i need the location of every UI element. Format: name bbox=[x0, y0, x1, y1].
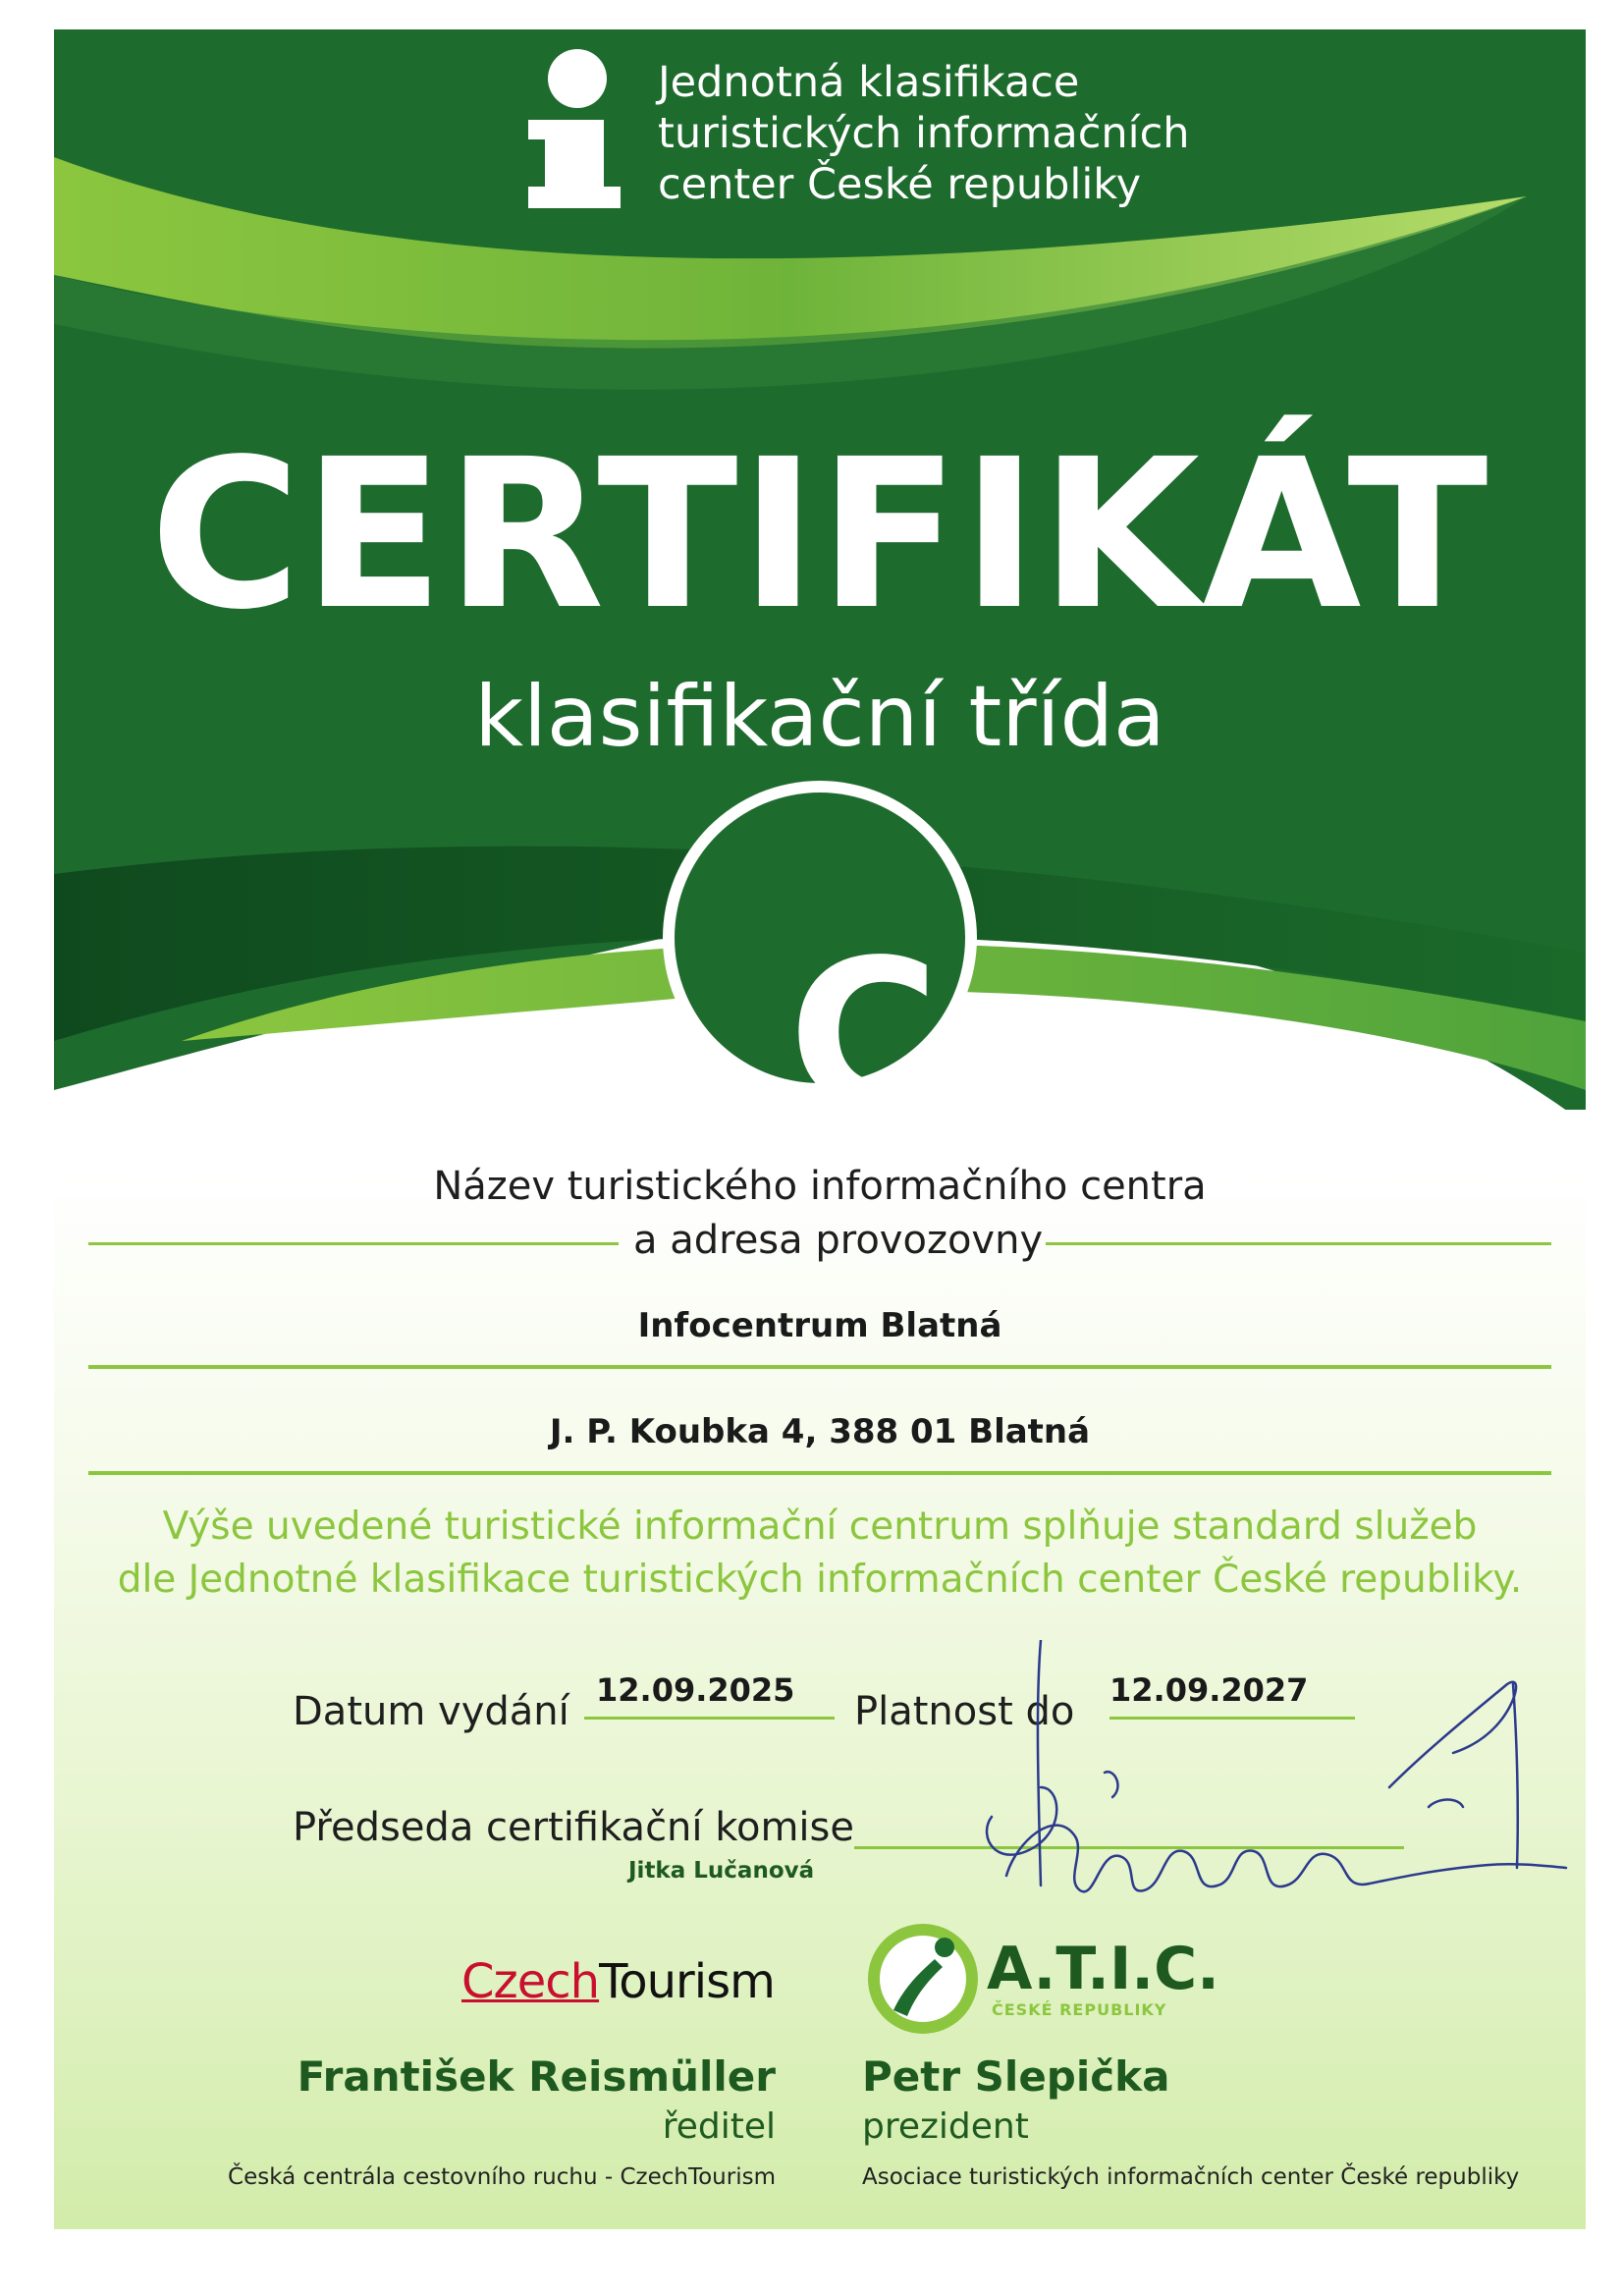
validity-value: 12.09.2027 bbox=[1109, 1671, 1309, 1709]
divider bbox=[88, 1242, 619, 1245]
program-name-line: Jednotná klasifikace bbox=[658, 58, 1080, 107]
czechtourism-logo bbox=[461, 1954, 775, 2009]
czechtourism-logo-part1: Czech bbox=[461, 1954, 600, 2009]
statement bbox=[54, 1501, 1586, 1607]
signatory-left bbox=[228, 2052, 776, 2190]
signatory-organization: Asociace turistických informačních center České republiky bbox=[862, 2164, 1520, 2190]
center-address: J. P. Koubka 4, 388 01 Blatná bbox=[549, 1412, 1091, 1451]
committee-member-name: Jitka Lučanová bbox=[628, 1858, 815, 1884]
atic-logo-subtitle: ČESKÉ REPUBLIKY bbox=[992, 2000, 1167, 2019]
atic-logo-title: A.T.I.C. bbox=[987, 1935, 1219, 2003]
certificate-title: CERTIFIKÁT bbox=[149, 414, 1490, 655]
czechtourism-logo-part2: Tourism bbox=[599, 1954, 775, 2009]
atic-logo-icon bbox=[864, 1920, 982, 2038]
issue-date-label: Datum vydání bbox=[293, 1689, 569, 1734]
statement-line: dle Jednotné klasifikace turistických informačních center České republiky. bbox=[117, 1558, 1523, 1602]
validity-label: Platnost do bbox=[854, 1689, 1075, 1734]
center-label-line2: a adresa provozovny bbox=[633, 1218, 1044, 1263]
class-letter: C bbox=[787, 915, 941, 1156]
divider bbox=[1046, 1242, 1551, 1245]
program-name bbox=[658, 57, 1190, 210]
center-label-line1: Název turistického informačního centra bbox=[433, 1164, 1207, 1209]
signatory-name: Petr Slepička bbox=[862, 2052, 1170, 2101]
issue-date-line bbox=[584, 1717, 835, 1720]
certificate-subtitle: klasifikační třída bbox=[474, 668, 1165, 766]
handwritten-signature bbox=[967, 1640, 1576, 1925]
signatory-right bbox=[862, 2052, 1519, 2190]
signatory-role: prezident bbox=[862, 2106, 1029, 2147]
issue-date-value: 12.09.2025 bbox=[596, 1671, 795, 1709]
program-name-line: turistických informačních bbox=[658, 109, 1190, 158]
divider bbox=[88, 1365, 1551, 1369]
signatory-name: František Reismüller bbox=[297, 2052, 776, 2101]
statement-line: Výše uvedené turistické informační centrum splňuje standard služeb bbox=[162, 1504, 1478, 1549]
certificate bbox=[54, 29, 1586, 2229]
signatory-organization: Česká centrála cestovního ruchu - CzechTourism bbox=[228, 2164, 776, 2190]
center-name: Infocentrum Blatná bbox=[637, 1306, 1002, 1345]
committee-label: Předseda certifikační komise bbox=[293, 1805, 854, 1850]
divider bbox=[88, 1471, 1551, 1475]
signatory-role: ředitel bbox=[662, 2106, 776, 2147]
program-name-line: center České republiky bbox=[658, 160, 1142, 209]
